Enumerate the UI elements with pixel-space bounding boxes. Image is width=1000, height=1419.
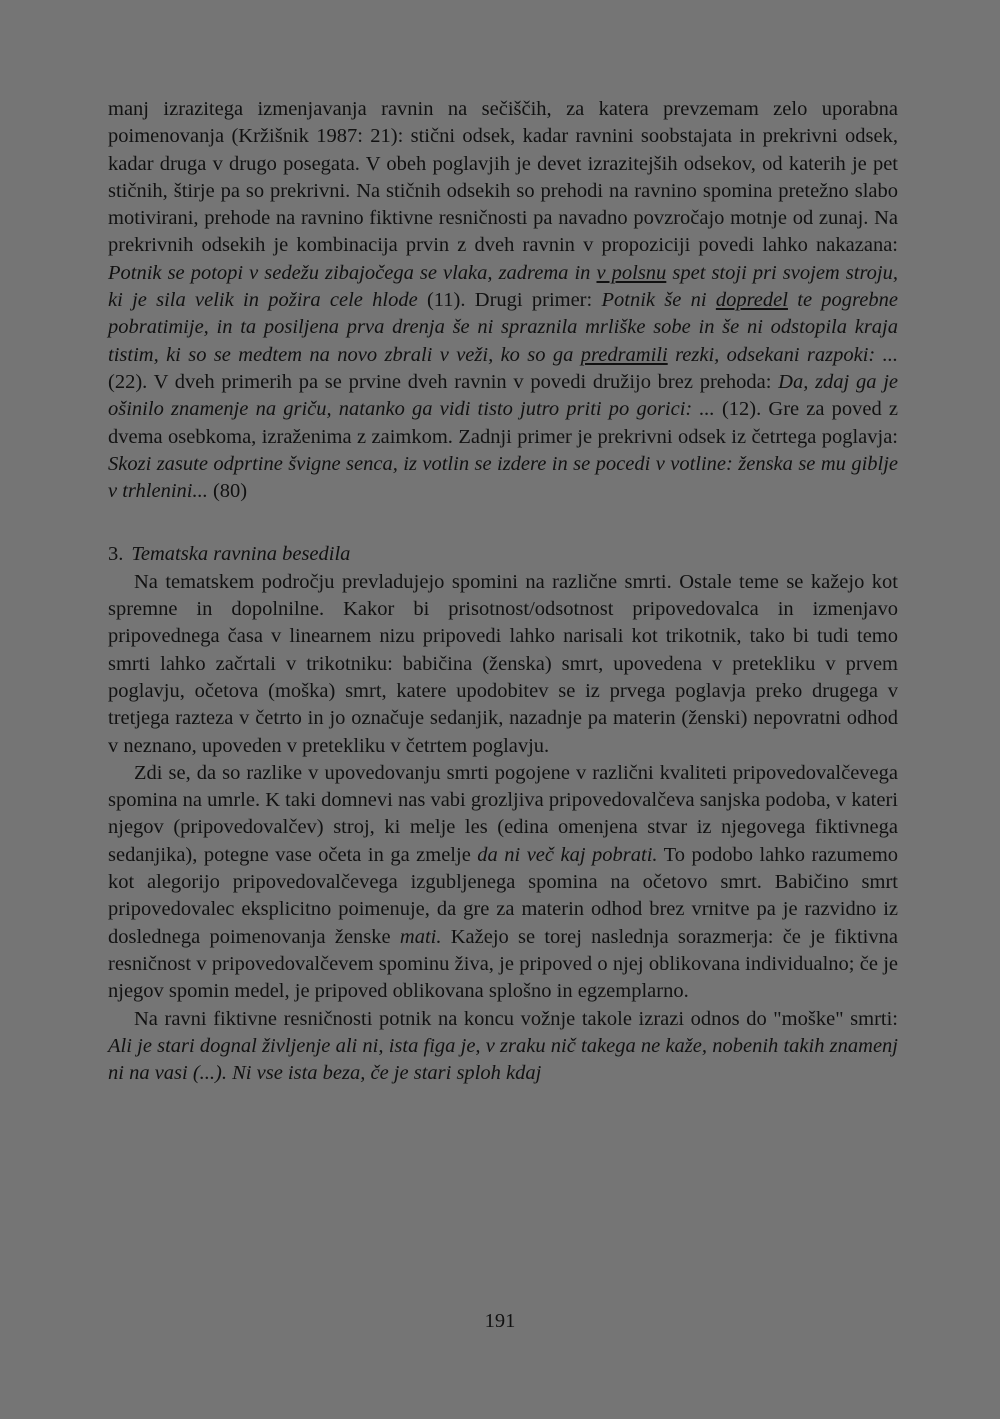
- text-run: Zdi se, da so razlike v upovedovanju smrti pogojene v različni kvaliteti pripovedovalčevega spomina na umrle. K taki domnevi nas vabi grozljiva pripovedovalčeva sanjska podoba, v kateri njegov (pripovedovalčev) stroj, ki melje les (edina omenjena stvar iz njegovega fiktivnega sedanjika), potegne vase očeta in ga zmelje: [108, 761, 898, 866]
- text-run: manj izrazitega izmenjavanja ravnin na sečiščih, za katera prevzemam zelo uporabna poimenovanja (Kržišnik 1987: 21): stični odsek, kadar ravnini soobstajata in prekrivni odsek, kadar druga v drugo posegata. V obeh poglavjih je devet izrazitejših odsekov, od katerih je pet stičnih, štirje pa so prekrivni. Na stičnih odsekih so prehodi na ravnino spomina pretežno slabo motivirani, prehode na ravnino fiktivne resničnosti pa navadno povzročajo motnje od zunaj. Na prekrivnih odsekih je kombinacija prvin z dveh ravnin v propoziciji povedi lahko nakazana:: [108, 98, 898, 257]
- quote-underlined: predramili: [580, 343, 668, 366]
- text-run: Kažejo se torej naslednja sorazmerja: če je fiktivna resničnost v pripovedovalčevem spominu živa, je pripoved o njej oblikovana individualno; če je njegov spomin medel, je pripoved oblikovana splošno in egzemplarno.: [108, 925, 898, 1003]
- quote-italic: Ali je stari dognal življenje ali ni, ista figa je, v zraku nič takega ne kaže, nobenih takih znamenj ni na vasi (...). Ni vse ista beza, če je stari sploh kdaj: [108, 1034, 898, 1085]
- text-run: Na ravni fiktivne resničnosti potnik na koncu vožnje takole izrazi odnos do "moške" smrti:: [134, 1007, 898, 1030]
- section-number: 3.: [108, 543, 124, 566]
- quote-underlined: v polsnu: [596, 261, 667, 284]
- text-run: Na tematskem področju prevladujejo spomini na različne smrti. Ostale teme se kažejo kot spremne in dopolnilne. Kakor bi prisotnost/odsotnost pripovedovalca in izmenjavo pripovednega časa v linearnem nizu pripovedi lahko narisali kot trikotnik, tako bi tudi temo smrti lahko začrtali v trikotniku: babičina (ženska) smrt, upovedena v pretekliku v prvem poglavju, očetova (moška) smrt, katere upodobitev se iz prvega poglavja preko drugega v tretjega razteza v četrto in jo označuje sedanjik, nazadnje pa materin (ženski) nepovratni odhod v neznano, upoveden v pretekliku v četrtem poglavju.: [108, 570, 898, 757]
- quote-italic: mati.: [399, 925, 442, 948]
- text-run: (12). Gre za poved z dvema osebkoma, izraženima z zaimkom. Zadnji primer je prekrivni odsek iz četrtega poglavja:: [108, 398, 898, 448]
- quote-italic: Potnik še ni: [601, 289, 716, 312]
- section-title: Tematska ravnina besedila: [131, 543, 351, 566]
- quote-underlined: dopredel: [715, 289, 788, 312]
- page-number: 191: [484, 1310, 516, 1332]
- section-heading: [108, 541, 898, 568]
- text-run: (80): [207, 480, 248, 503]
- paragraph-4: [108, 1006, 898, 1088]
- quote-italic: Skozi zasute odprtine švigne senca, iz votlin se izdere in se pocedi v votline: ženska se mu giblje v trhlenini...: [108, 452, 898, 503]
- page-content: [108, 96, 898, 1087]
- paragraph-3: [108, 760, 898, 1006]
- text-run: (22). V dveh primerih pa se prvine dveh ravnin v povedi družijo brez prehoda:: [108, 370, 779, 393]
- quote-italic: rezki, odsekani razpoki: ...: [667, 343, 898, 366]
- text-run: To podobo lahko razumemo kot alegorijo pripovedovalčevega izgubljenega spomina na očetovo smrt. Babičino smrt pripovedovalec eksplicitno poimenuje, da gre za materin odhod brez vrnitve pa je razvidno iz doslednega poimenovanja ženske: [108, 843, 899, 948]
- body-text: [108, 96, 898, 1087]
- quote-italic: te pogrebne pobratimije, in ta posiljena prva drenja še ni spraznila mrliške sobe in še ni odstopila kraja tistim, ki so se medtem na novo zbrali v veži, ko so ga: [108, 289, 898, 366]
- quote-italic: Da, zdaj ga je ošinilo znamenje na griču, natanko ga vidi tisto jutro priti po gorici: ...: [108, 370, 898, 421]
- paragraph-2: [108, 569, 898, 760]
- paragraph-1: [108, 96, 898, 505]
- quote-italic: da ni več kaj pobrati.: [477, 843, 658, 866]
- quote-italic: spet stoji pri svojem stroju, ki je sila velik in požira cele hlode: [108, 261, 898, 312]
- text-run: (11). Drugi primer:: [417, 289, 602, 312]
- quote-italic: Potnik se potopi v sedežu zibajočega se vlaka, zadrema in: [108, 261, 597, 284]
